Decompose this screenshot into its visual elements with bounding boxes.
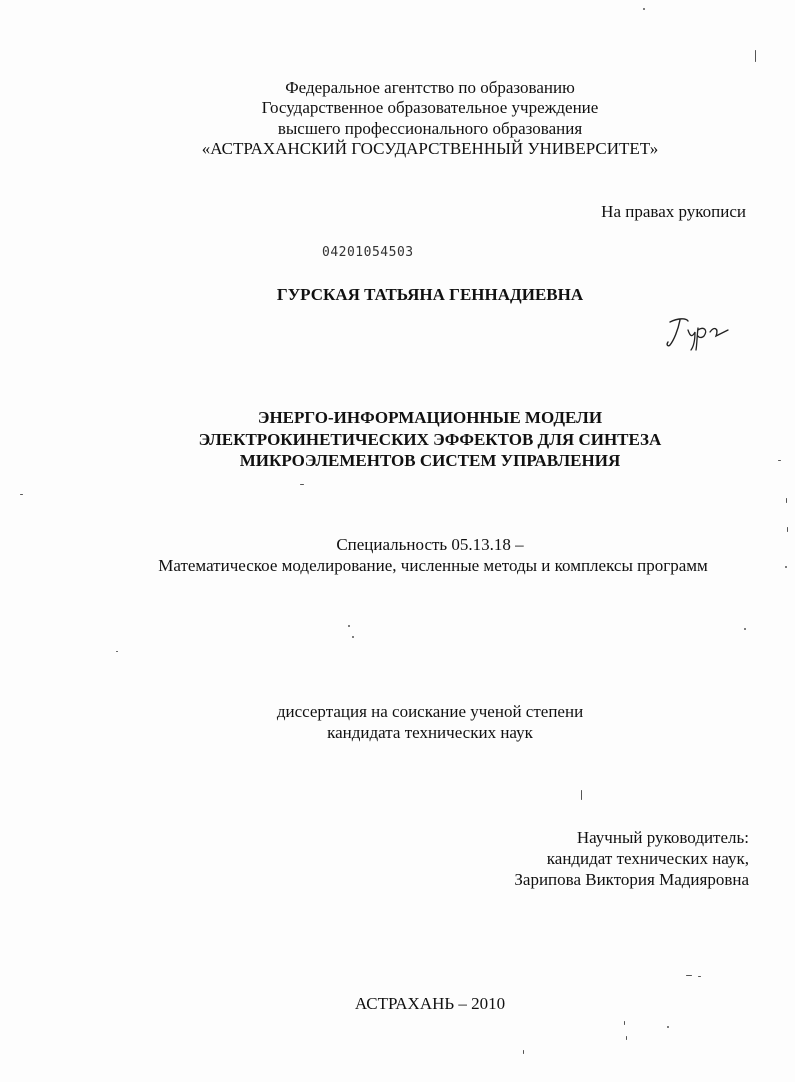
scan-speck [626,1036,627,1040]
title-line-3: МИКРОЭЛЕМЕНТОВ СИСТЕМ УПРАВЛЕНИЯ [239,451,621,470]
header-agency: Федеральное агентство по образованию [285,78,575,97]
scan-speck [116,651,118,652]
supervisor-name: Зарипова Виктория Мадияровна [514,870,749,889]
manuscript-note: На правах рукописи [601,202,746,221]
registration-number: 04201054503 [322,245,414,260]
title-line-1: ЭНЕРГО-ИНФОРМАЦИОННЫЕ МОДЕЛИ [257,408,603,427]
degree-line-1: диссертация на соискание ученой степени [276,702,584,721]
specialty-name: Математическое моделирование, численные методы и комплексы программ [158,556,708,575]
scan-speck [686,975,692,976]
supervisor-degree: кандидат технических наук, [546,849,749,868]
scan-speck [755,50,756,62]
author-name: ГУРСКАЯ ТАТЬЯНА ГЕННАДИЕВНА [276,285,584,304]
scan-speck [698,976,701,977]
city-year: АСТРАХАНЬ – 2010 [354,994,506,1013]
scan-speck [581,790,582,800]
scan-speck [523,1050,524,1054]
degree-line-2: кандидата технических наук [327,723,533,742]
specialty-code: Специальность 05.13.18 – [336,535,524,554]
scan-speck [787,527,788,532]
scan-speck [778,460,781,461]
scan-speck [300,484,304,485]
scan-speck [348,625,350,627]
scan-speck [786,498,787,503]
header-education-level: высшего профессионального образования [277,119,583,138]
header-institution: Государственное образовательное учреждение [261,98,599,117]
title-line-2: ЭЛЕКТРОКИНЕТИЧЕСКИХ ЭФФЕКТОВ ДЛЯ СИНТЕЗА [198,430,662,449]
scan-speck [744,628,746,630]
signature-icon [664,312,734,352]
header-university: «АСТРАХАНСКИЙ ГОСУДАРСТВЕННЫЙ УНИВЕРСИТЕТ» [201,139,659,158]
scan-speck [352,636,354,638]
scan-speck [785,566,787,568]
scan-speck [667,1026,669,1028]
scan-speck [643,8,645,10]
supervisor-label: Научный руководитель: [576,828,749,847]
scan-speck [20,494,23,495]
scan-speck [624,1021,625,1025]
